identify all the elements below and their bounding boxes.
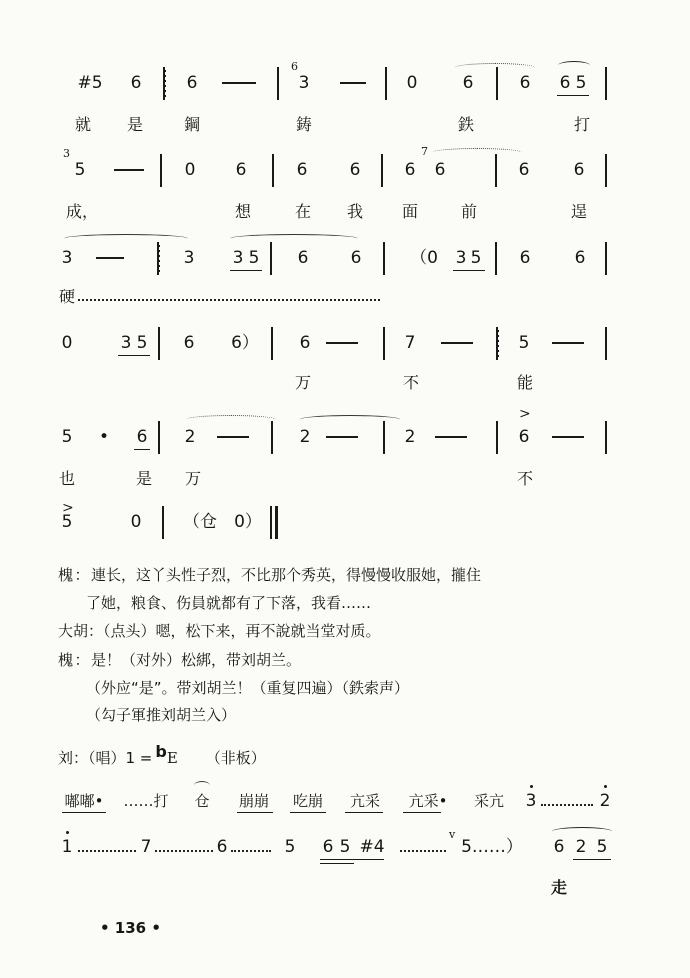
note: 2 (299, 427, 311, 447)
note: 2 (404, 427, 416, 447)
slur (230, 234, 358, 243)
note: #5 (77, 73, 103, 93)
note: 3 (61, 248, 73, 268)
note: 0） (234, 512, 262, 532)
note: 7 (404, 333, 416, 353)
underline (403, 812, 441, 813)
barline (605, 154, 607, 187)
lyric: 我 (346, 202, 364, 221)
barline (496, 421, 498, 454)
barline (160, 154, 162, 187)
note: （仓 (183, 512, 217, 532)
dash (114, 169, 144, 171)
slur (558, 61, 590, 70)
grace-note: 7 (421, 145, 428, 158)
note: 2 (599, 791, 611, 811)
note: 3 (298, 73, 310, 93)
end-barline (275, 506, 278, 539)
dialogue-line: 了她，粮食、伤員就都有了下落，我看…… (86, 594, 372, 612)
barline (383, 421, 385, 454)
note: 5 (339, 837, 351, 857)
note: 1 (61, 837, 73, 857)
lyric: 是 (126, 115, 144, 134)
dash (96, 257, 124, 259)
perc-item: 亢采• (408, 792, 448, 810)
note: 6 (518, 160, 530, 180)
note: 6 (404, 160, 416, 180)
dialogue-line: 槐： 連长，这丫头性子烈，不比那个秀英，得慢慢收服她，攏住 (58, 566, 482, 584)
barline (381, 154, 383, 187)
note: 6 (136, 427, 148, 447)
note: 5 (74, 160, 86, 180)
note: 6 (130, 73, 142, 93)
note: 5……） (461, 837, 523, 857)
note: 6 (322, 837, 334, 857)
lyric: 硬 (58, 287, 76, 306)
note: 0 (130, 512, 142, 532)
lyric: 能 (516, 373, 534, 392)
barline (495, 242, 497, 275)
accent-mark: > (519, 406, 531, 422)
note: 5 (596, 837, 608, 857)
lyric: 也 (58, 469, 76, 488)
underline (557, 95, 589, 96)
barline (605, 67, 607, 100)
barline (496, 327, 499, 360)
key-signature-line: 刘：（唱）1 = $^b$E （非板） (58, 742, 266, 767)
lyric: 不 (516, 469, 534, 488)
perc-item: 仓 (194, 792, 210, 810)
barline (605, 421, 607, 454)
lyric: 鉄 (457, 115, 475, 134)
underline (118, 355, 150, 356)
lyric: 万 (184, 469, 202, 488)
note: 6 (519, 248, 531, 268)
note: 3 (455, 248, 467, 268)
lyric: 想 (234, 202, 252, 221)
barline (605, 242, 607, 275)
slur (432, 148, 522, 157)
lyric: 是 (135, 469, 153, 488)
slur (455, 63, 535, 72)
note: 5 (575, 73, 587, 93)
lyric: 走 (550, 878, 568, 897)
dash (217, 436, 249, 438)
dotted-extension (541, 804, 593, 806)
note: 3 (120, 333, 132, 353)
lyric: 不 (402, 373, 420, 392)
dotted-extension (400, 850, 446, 852)
dot: • (98, 427, 110, 447)
slur (552, 827, 612, 836)
lyric: 在 (294, 202, 312, 221)
barline (495, 154, 497, 187)
grace-note: 3 (63, 147, 70, 160)
underline (453, 270, 485, 271)
dash (326, 342, 358, 344)
lyric: 鋼 (183, 115, 201, 134)
note: 6 (296, 160, 308, 180)
barline (270, 506, 272, 539)
lyric: 万 (294, 373, 312, 392)
dash (552, 436, 584, 438)
dialogue-line: 槐： 是！（对外）松綁，带刘胡兰。 (58, 651, 302, 669)
dash (326, 436, 358, 438)
accent-mark: > (62, 500, 74, 516)
underline (230, 270, 262, 271)
barline (163, 67, 166, 100)
note: 5 (136, 333, 148, 353)
dash (441, 342, 473, 344)
barline (277, 67, 279, 100)
note: 3 (232, 248, 244, 268)
note: 6 (518, 427, 530, 447)
dialogue-line: （外应“是”。带刘胡兰！（重复四遍）（鉄索声） (86, 679, 410, 697)
note: 5 (470, 248, 482, 268)
lyric: 打 (573, 115, 591, 134)
note: 0 (61, 333, 73, 353)
dotted-extension (231, 850, 271, 852)
note: 6） (231, 333, 259, 353)
high-dot (530, 785, 533, 788)
lyric: 就 (74, 115, 92, 134)
dialogue-line: （勾子軍推刘胡兰入） (86, 706, 237, 724)
note: 5 (248, 248, 260, 268)
dotted-extension (155, 850, 213, 852)
barline (162, 506, 164, 539)
note: （0 (410, 248, 438, 268)
note: 6 (216, 837, 228, 857)
underline (320, 859, 384, 860)
note: 5 (284, 837, 296, 857)
note: 7 (140, 837, 152, 857)
dash (435, 436, 467, 438)
note: 5 (61, 512, 73, 532)
page-number: • 136 • (100, 919, 161, 937)
underline (237, 812, 273, 813)
note: 6 (297, 248, 309, 268)
note: 6 (235, 160, 247, 180)
lyric: 成， (65, 202, 99, 221)
dialogue-line: 大胡：（点头）嗯，松下来，再不說就当堂对质。 (58, 622, 381, 640)
barline (158, 327, 160, 360)
lyric: 鋳 (295, 115, 313, 134)
note: 6 (434, 160, 446, 180)
perc-item: 吃崩 (292, 792, 324, 810)
note: 0 (406, 73, 418, 93)
dash (222, 82, 256, 84)
perc-item: 嘟嘟• (64, 792, 104, 810)
lyric: 面 (401, 202, 419, 221)
barline (271, 421, 273, 454)
underline (573, 859, 611, 860)
perc-item: 崩崩 (238, 792, 270, 810)
underline (290, 812, 326, 813)
note: 6 (349, 160, 361, 180)
note: 2 (575, 837, 587, 857)
note: 2 (184, 427, 196, 447)
slur (300, 415, 400, 424)
note: 6 (519, 73, 531, 93)
perc-item: 采亢 (473, 792, 505, 810)
barline (158, 421, 160, 454)
note: 6 (574, 248, 586, 268)
slur (64, 234, 188, 243)
barline (383, 327, 385, 360)
note: 3 (183, 248, 195, 268)
dotted-extension (78, 299, 380, 301)
dotted-extension (78, 850, 136, 852)
note: 6 (186, 73, 198, 93)
note: 5 (61, 427, 73, 447)
note: 0 (184, 160, 196, 180)
note: 6 (573, 160, 585, 180)
high-dot (66, 831, 69, 834)
perc-item: 亢采 (349, 792, 381, 810)
dash (552, 342, 584, 344)
lyric: 逞 (570, 202, 588, 221)
barline (271, 327, 273, 360)
grace-note: 6 (291, 60, 298, 73)
note: 5 (518, 333, 530, 353)
note: 6 (350, 248, 362, 268)
dash (340, 82, 366, 84)
note: 3 (525, 791, 537, 811)
barline (272, 154, 274, 187)
note: 6 (183, 333, 195, 353)
note: 6 (553, 837, 565, 857)
note: 6 (299, 333, 311, 353)
underline (62, 812, 106, 813)
breath-mark: v (449, 828, 456, 841)
barline (605, 327, 607, 360)
underline (134, 449, 150, 450)
fermata (194, 781, 210, 790)
barline (157, 242, 160, 275)
lyric: 前 (460, 202, 478, 221)
note: 6 (559, 73, 571, 93)
underline (345, 812, 383, 813)
perc-item: ……打 (123, 792, 169, 810)
barline (270, 242, 272, 275)
barline (383, 242, 385, 275)
high-dot (604, 785, 607, 788)
note: #4 (359, 837, 385, 857)
slur (186, 415, 276, 424)
note: 6 (462, 73, 474, 93)
underline (320, 863, 354, 864)
barline (385, 67, 387, 100)
